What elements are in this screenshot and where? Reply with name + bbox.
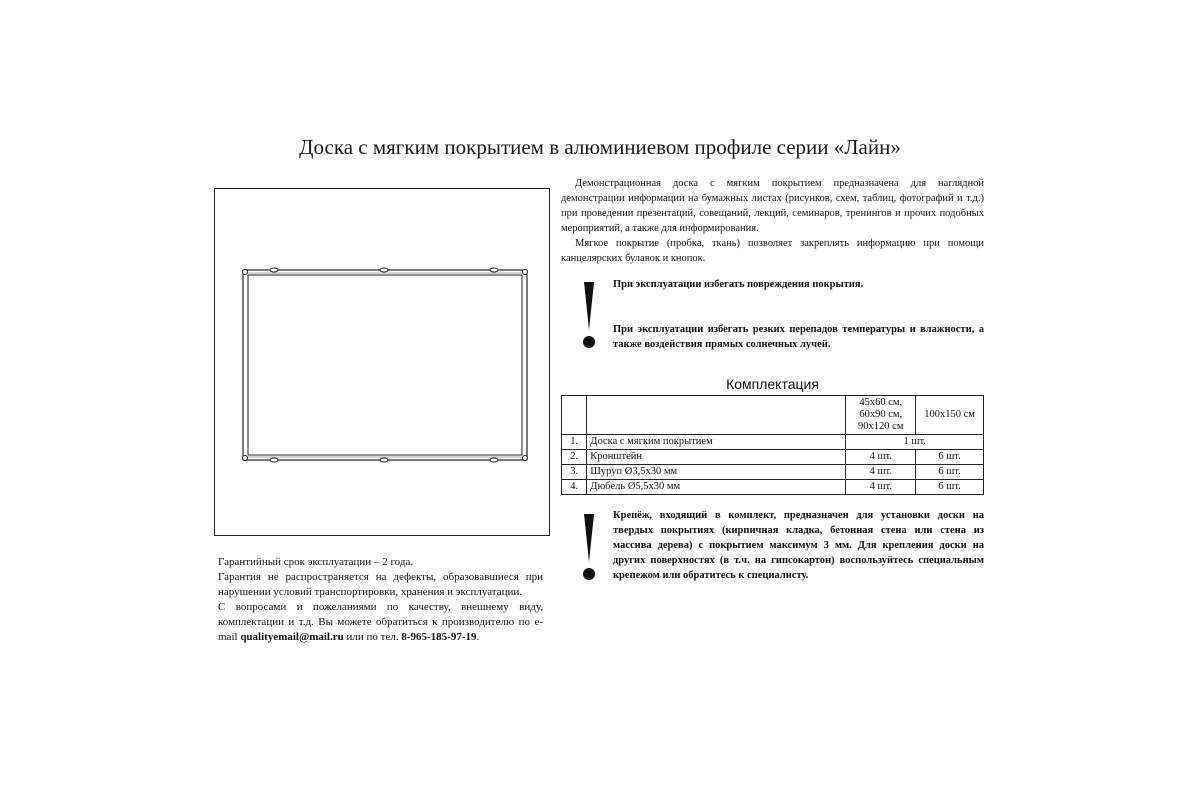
board-bracket-top-left (270, 268, 278, 272)
kit-title: Комплектация (726, 376, 819, 392)
description-paragraph-2: Мягкое покрытие (пробка, ткань) позволяет закреплять информацию при помощи канцелярских булавок и кнопок. (561, 238, 984, 264)
table-row: 2. Кронштейн 4 шт. 6 шт. (562, 450, 984, 465)
board-bracket-bottom-center (380, 458, 388, 462)
board-bracket-bottom-left (270, 458, 278, 462)
board-bracket-top-center (380, 268, 388, 272)
board-illustration-frame (214, 188, 550, 536)
table-row: 4. Дюбель Ø5,5х30 мм 4 шт. 6 шт. (562, 480, 984, 495)
warning-coating: При эксплуатации избегать повреждения покрытия. (613, 279, 864, 290)
board-bracket-top-right (490, 268, 498, 272)
warranty-period: Гарантийный срок эксплуатации – 2 года. (218, 556, 414, 568)
contact-email[interactable]: qualityemail@mail.ru (240, 631, 344, 643)
warning-temperature: При эксплуатации избегать резких перепадов температуры и влажности, а также воздействия прямых солнечных лучей. (613, 324, 984, 350)
kit-table (561, 395, 984, 495)
warranty-exclusions: Гарантия не распространяется на дефекты, образовавшиеся при нарушении условий транспортировки, хранения и эксплуатации. (218, 571, 543, 598)
warranty-info (218, 555, 543, 645)
page-title: Доска с мягким покрытием в алюминиевом профиле серии «Лайн» (299, 135, 901, 159)
contact-phone[interactable]: 8-965-185-97-19 (401, 631, 477, 643)
exclamation-icon (580, 514, 598, 584)
board-drawing (215, 189, 551, 537)
kit-header-size-large: 100х150 см (916, 396, 984, 435)
table-header-row (562, 396, 984, 435)
table-row: 3. Шуруп Ø3,5х30 мм 4 шт. 6 шт. (562, 465, 984, 480)
mounting-note: Крепёж, входящий в комплект, предназначен для установки доски на твердых покрытиях (кирпичная кладка, бетонная стена или стена из массива дерева) с покрытием максимум 3 мм. Для крепления доски на других поверхностях (в т.ч. на гипсокартон) воспользуйтесь специальным крепежом или обратитесь к специалисту. (613, 510, 984, 581)
product-description (561, 176, 984, 266)
exclamation-icon (580, 282, 598, 352)
kit-header-size-small: 45х60 см, 60х90 см, 90х120 см (846, 396, 916, 435)
contact-info: С вопросами и пожеланиями по качеству, внешнему виду, комплектации и т.д. Вы можете обратиться к производителю по e-mail qualityemail@mail.ru или по тел. 8-965-185-97-19. (218, 601, 543, 643)
table-row: 1. Доска с мягким покрытием 1 шт. (562, 435, 984, 450)
description-paragraph-1: Демонстрационная доска с мягким покрытием предназначена для наглядной демонстрации информации на бумажных листах (рисунков, схем, таблиц, фотографий и т.д.) при проведении презентаций, совещаний, лекций, семинаров, тренингов и прочих подобных мероприятий, а также для информирования. (561, 178, 984, 234)
board-bracket-bottom-right (490, 458, 498, 462)
